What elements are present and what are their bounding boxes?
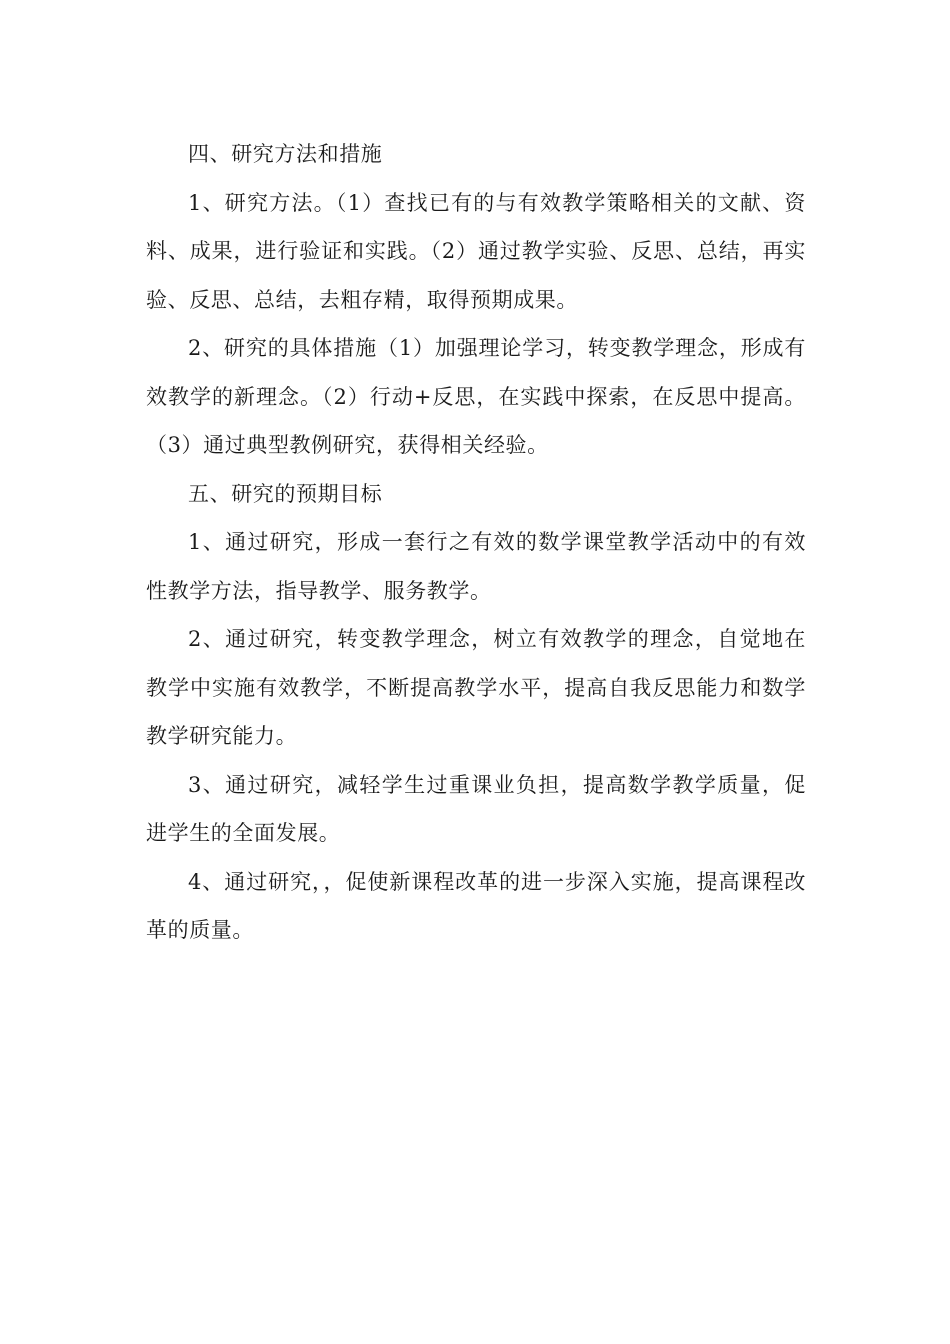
paragraph-specific-measures: 2、研究的具体措施（1）加强理论学习，转变教学理念，形成有效教学的新理念。（2）行动+反思，在实践中探索，在反思中提高。（3）通过典型教例研究，获得相关经验。 bbox=[146, 336, 806, 457]
paragraph-research-methods: 1、研究方法。（1）查找已有的与有效教学策略相关的文献、资料、成果，进行验证和实践。（2）通过教学实验、反思、总结，再实验、反思、总结，去粗存精，取得预期成果。 bbox=[146, 190, 806, 312]
paragraph-goal-1: 1、通过研究，形成一套行之有效的数学课堂教学活动中的有效性教学方法，指导教学、服务教学。 bbox=[146, 530, 806, 603]
document-body bbox=[146, 130, 806, 955]
paragraph-goal-3: 3、通过研究，减轻学生过重课业负担，提高数学教学质量，促进学生的全面发展。 bbox=[146, 772, 806, 845]
paragraph-goal-2: 2、通过研究，转变教学理念，树立有效教学的理念，自觉地在教学中实施有效教学，不断提高教学水平，提高自我反思能力和数学教学研究能力。 bbox=[146, 627, 806, 748]
paragraph-goal-4: 4、通过研究，，促使新课程改革的进一步深入实施，提高课程改革的质量。 bbox=[146, 869, 806, 942]
section-heading-expected-goals: 五、研究的预期目标 bbox=[188, 481, 383, 506]
section-heading-research-methods: 四、研究方法和措施 bbox=[188, 142, 383, 166]
